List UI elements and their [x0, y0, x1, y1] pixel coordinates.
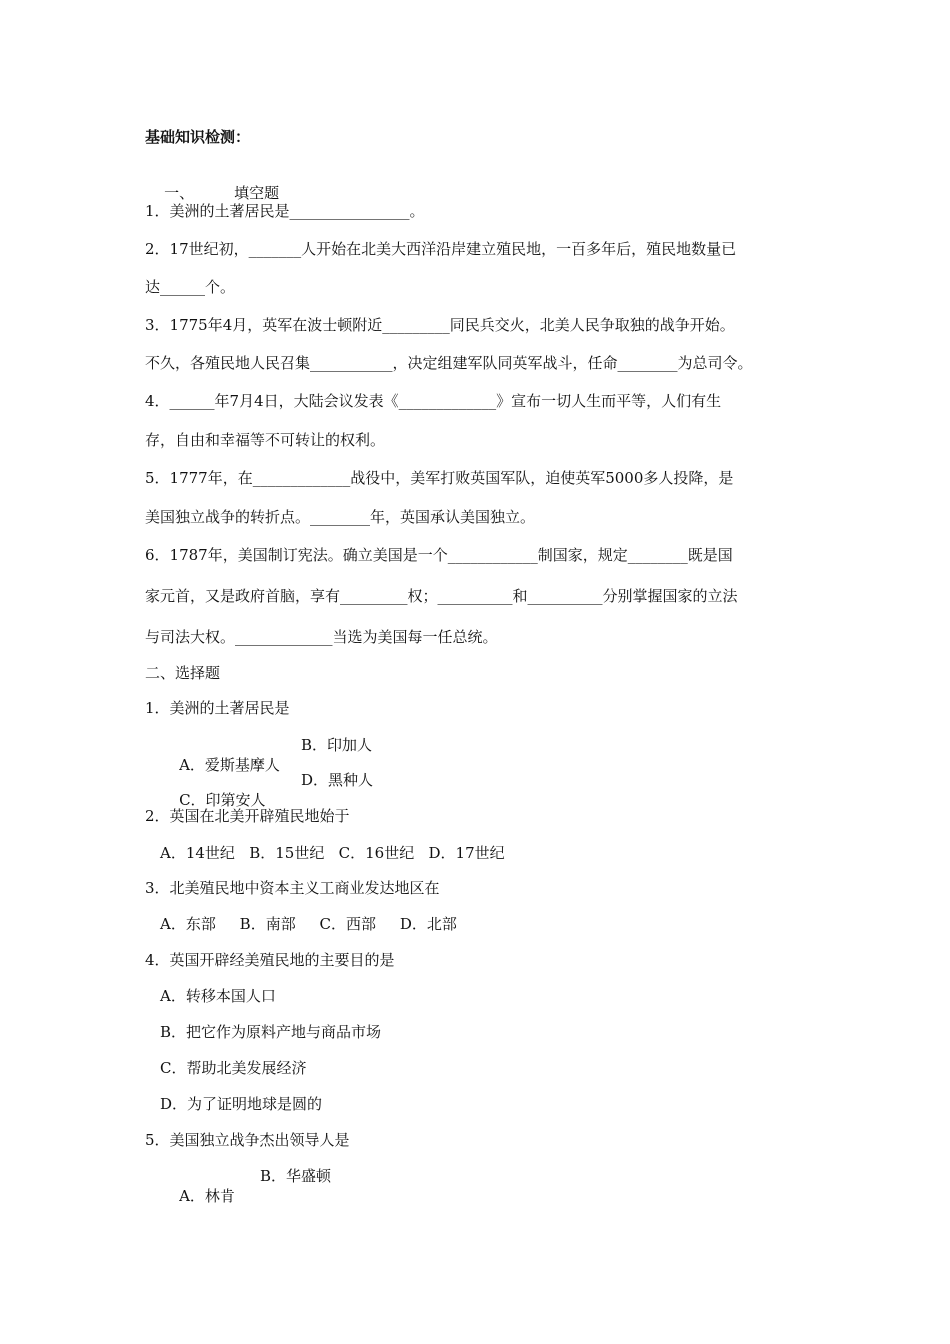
fill-question-6-line-1: 6．1787年，美国制订宪法。确立美国是一个____________制国家，规定________既是国	[145, 546, 733, 564]
choice-4-option-b: B．把它作为原料产地与商品市场	[160, 1023, 382, 1041]
fill-question-5-line-1: 5．1777年，在_____________战役中，美军打败英国军队，迫使英军5000多人投降，是	[145, 469, 734, 487]
choice-question-2: 2．英国在北美开辟殖民地始于	[145, 807, 350, 825]
option-c: C．印第安人	[179, 791, 266, 809]
option-d: D．黑种人	[301, 771, 374, 789]
fill-question-4-line-2: 存，自由和幸福等不可转让的权利。	[145, 431, 386, 449]
choice-4-option-c: C．帮助北美发展经济	[160, 1059, 307, 1077]
choice-question-4: 4．英国开辟经美殖民地的主要目的是	[145, 951, 395, 969]
choice-2-options: A．14世纪 B．15世纪 C．16世纪 D．17世纪	[160, 844, 505, 862]
fill-question-6-line-2: 家元首，又是政府首脑，享有_________权；__________和__________分别掌握国家的立法	[145, 587, 738, 605]
choice-5-options-row-1	[160, 1166, 332, 1226]
section-multiple-choice-title: 二、选择题	[145, 664, 221, 682]
option-a: A．林肯	[179, 1187, 235, 1205]
fill-question-2-line-1: 2．17世纪初，_______人开始在北美大西洋沿岸建立殖民地，一百多年后，殖民地数量已	[145, 240, 737, 258]
option-b: B．印加人	[301, 736, 373, 754]
fill-question-3-line-1: 3．1775年4月，英军在波士顿附近_________同民兵交火，北美人民争取独的战争开始。	[145, 316, 735, 334]
fill-question-4-line-1: 4．______年7月4日，大陆会议发表《_____________》宣布一切人生而平等，人们有生	[145, 392, 722, 410]
choice-4-option-a: A．转移本国人口	[160, 987, 276, 1005]
fill-question-2-line-2: 达______个。	[145, 278, 236, 296]
choice-question-1: 1．美洲的土著居民是	[145, 699, 290, 717]
fill-question-5-line-2: 美国独立战争的转折点。________年，英国承认美国独立。	[145, 508, 536, 526]
choice-3-options: A．东部 B．南部 C．西部 D．北部	[160, 915, 457, 933]
worksheet-heading: 基础知识检测：	[145, 128, 251, 146]
choice-question-5: 5．美国独立战争杰出领导人是	[145, 1131, 350, 1149]
fill-question-1: 1．美洲的土著居民是________________。	[145, 202, 425, 220]
option-a: A．爱斯基摩人	[179, 756, 280, 774]
fill-question-6-line-3: 与司法大权。_____________当选为美国每一任总统。	[145, 628, 498, 646]
option-b: B．华盛顿	[260, 1167, 332, 1185]
choice-question-3: 3．北美殖民地中资本主义工商业发达地区在	[145, 879, 440, 897]
section-number: 一、	[164, 184, 195, 202]
fill-question-3-line-2: 不久，各殖民地人民召集___________，决定组建军队同英军战斗，任命________为总司令。	[145, 354, 753, 372]
choice-4-option-d: D．为了证明地球是圆的	[160, 1095, 323, 1113]
section-title: 填空题	[234, 184, 280, 202]
